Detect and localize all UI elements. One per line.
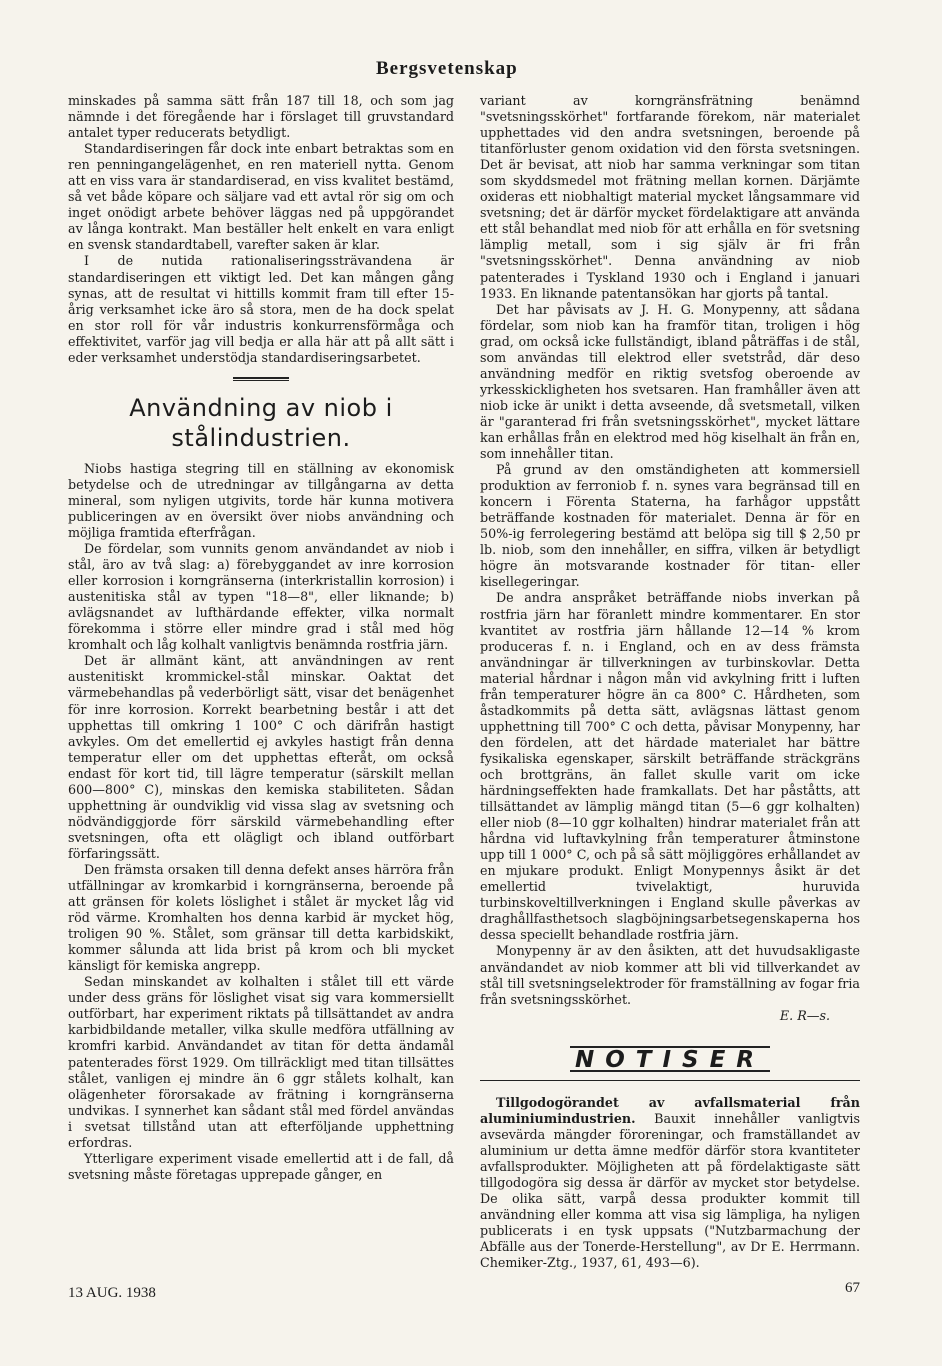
- notiser-rule: [480, 1080, 860, 1081]
- paragraph: Den främsta orsaken till denna defekt anses härröra från utfällningar av kromkarbid i korngränserna, beroende på att gränsen för kolets löslighet i stålet är mycket låg vid röd värme. Kromhalten hos denna karbid är mycket hög, troligen 90 %. Stålet, som gränsar till detta karbidskikt, kommer sålunda att lida brist på krom och bli mycket känsligt för kemiska angrepp.: [68, 861, 454, 974]
- paragraph: De andra anspråket beträffande niobs inverkan på rostfria järn har föranlett mindre kommentarer. En stor kvantitet av rostfria järn hållande 12—14 % krom produceras f. n. i England, och en av dess främsta användningar är tillverkningen av turbinskovlar. Detta material hårdnar i någon mån vid avkylning fritt i luften från temperaturer högre än ca 800° C. Hårdheten, som åstadkommits på detta sätt, avlägsnas lättast genom upphettning till 700° C och detta, påvisar Monypenny, har den fördelen, att det härdade materialet har bättre fysikaliska egenskaper, särskilt beträffande sträckgräns och brottgräns, än fallet skulle varit om icke härdningseffekten hade framkallats. Det har påståtts, att tillsättandet av lämplig mängd titan (5—6 ggr kolhalten) eller niob (8—10 ggr kolhalten) hindrar materialet från att hårdna vid luftavkylning från temperaturer åtminstone upp till 1 000° C, och på så sätt möjliggöres erhållandet av en mjukare produkt. Enligt Monypennys åsikt är det emellertid tvivelaktigt, huruvida turbinskoveltillverkningen i England skulle påverkas av draghållfasthetsoch slagböjningsarbetsegenskaperna hos dessa speciellt behandlade rostfria järn.: [480, 590, 860, 943]
- paragraph: Niobs hastiga stegring till en ställning av ekonomisk betydelse och de utredningar av tillgångarna av detta mineral, som nyligen utgivits, torde här kunna motivera publiceringen av en översikt över niobs användning och möjliga framtida efterfrågan.: [68, 460, 454, 540]
- notice-lead: Tillgodogörandet av avfallsmaterial från aluminiumindustrien.: [480, 1094, 860, 1126]
- notiser-section: [480, 1046, 860, 1081]
- paragraph: Standardiseringen får dock inte enbart betraktas som en ren penningangelägenhet, en ren materiell nytta. Genom att en viss vara är standardiserad, en viss kvalitet bestämd, så vet både köpare och säljare vad ett avtal rör sig om och inget onödigt arbete behöver läggas ned på uppgörandet av långa kontrakt. Man beställer helt enkelt en vara enligt en svensk standardtabell, varefter saken är klar.: [68, 141, 454, 253]
- paragraph: I de nutida rationaliseringssträvandena är standardiseringen ett viktigt led. Det kan mången gång synas, att de resultat vi hittills kommit fram till efter 15-årig verksamhet icke äro så stora, men de ha dock spelat en stor roll för vår industris konkurrensförmåga och effektivitet, varför jag vill bedja er alla här att på allt sätt i eder verksamhet understödja standardiseringsarbetet.: [68, 253, 454, 365]
- paragraph: variant av korngränsfrätning benämnd "svetsningsskörhet" fortfarande förekom, när materialet upphettades vid den andra svetsningen, beroende på titanförluster genom oxidation vid den första svetsningen. Det är bevisat, att niob har samma verkningar som titan som skyddsmedel mot frätning mellan kornen. Därjämte oxideras ett niobhaltigt material mycket långsammare vid svetsning; det är därför mycket fördelaktigare att använda ett stål behandlat med niob för att erhålla en för svetsning lämplig metall, som i sig själv är fri från "svetsningsskörhet". Denna användning av niob patenterades i Tyskland 1930 och i England i januari 1933. En liknande patentansökan har gjorts på tantal.: [480, 93, 860, 301]
- paragraph: Sedan minskandet av kolhalten i stålet till ett värde under dess gräns för löslighet visat sig vara kommersiellt outförbart, har experiment riktats på tillsättandet av andra karbidbildande metaller, vilka skulle medföra utfällning av kromfri karbid. Användandet av titan för detta ändamål patenterades först 1929. Om tillräckligt med titan tillsättes stålet, vanligen ej mindre än 6 ggr stålets kolhalt, kan olägenheter förorsakade av frätning i korngränserna undvikas. I synnerhet kan sådant stål med fördel användas i svetsat tillstånd utan att efterföljande upphettning erfordras.: [68, 974, 454, 1150]
- journal-title: Bergsvetenskap: [376, 58, 518, 79]
- author-signature: E. R—s.: [779, 1007, 830, 1023]
- page-number: 67: [845, 1280, 860, 1296]
- right-column: [480, 93, 860, 1271]
- paragraph: Monypenny är av den åsikten, att det huvudsakligaste användandet av niob kommer att bli vid tillverkandet av stål till svetsningselektroder för framställning av fogar fria från svetsningsskörhet.: [480, 943, 860, 1007]
- section-divider: [233, 377, 289, 381]
- issue-date: 13 AUG. 1938: [68, 1285, 156, 1301]
- notice-paragraph: [480, 1095, 860, 1272]
- paragraph: Det har påvisats av J. H. G. Monypenny, att sådana fördelar, som niob kan ha framför titan, troligen i hög grad, om också icke fullständigt, ibland påträffas i de stål, som användas till elektrod eller svetstråd, där deso användning medför en riktig svetsfog oberoende av yrkesskickligheten hos svetsaren. Han framhåller även att niob icke är unikt i detta avseende, då svetsmetall, vilken är "garanterad fri från svetsningsskörhet", mycket lättare kan erhållas från en elektrod med hög kiselhalt än från en, som innehåller titan.: [480, 301, 860, 462]
- article-headline: Användning av niob i stålindustrien.: [129, 393, 393, 452]
- notice-text: Bauxit innehåller vanligtvis avsevärda mängder föroreningar, och framställandet av aluminium ur detta ämne medför därför stora kvantiteter avfallsprodukter. Möjligheten att på fördelaktigaste sätt tillgodogöra sig dessa är därför av mycket stor betydelse. De olika sätt, varpå dessa produkter kommit till användning eller komma att visa sig lämpliga, ha nyligen publicerats i en tysk uppsats ("Nutzbarmachung der Abfälle aus der Tonerde-Herstellung", av Dr E. Herrmann. Chemiker-Ztg., 1937, 61, 493—6).: [480, 1110, 860, 1271]
- paragraph: Det är allmänt känt, att användningen av rent austenitiskt krommickel-stål minskar. Oaktat det värmebehandlas på vederbörligt sätt, visar det benägenhet för inre korrosion. Korrekt bearbetning består i att det upphettas till omkring 1 100° C och därifrån hastigt avkyles. Om det emellertid ej avkyles hastigt från denna temperatur eller om det upphettas efteråt, om också endast för kort tid, till lägre temperatur (särskilt mellan 600—800° C), minskas den kemiska stabiliteten. Sådan upphettning är oundviklig vid vissa slag av svetsning och nödvändiggjorde förr särskild värmebehandling efter svetsningen, ofta ett olägligt och ibland outförbart förfaringssätt.: [68, 653, 454, 861]
- paragraph: De fördelar, som vunnits genom användandet av niob i stål, äro av två slag: a) förebyggandet av inre korrosion eller korrosion i korngränserna (interkristallin korrosion) i austenitiska stål av typen "18—8", eller liknande; b) avlägsnandet av lufthärdande effekter, vilka normalt förekomma i större eller mindre grad i stål med hög kromhalt och låg kolhalt vanligtvis benämnda rostfria järn.: [68, 541, 454, 653]
- left-column: [68, 93, 454, 1183]
- paragraph: På grund av den omständigheten att kommersiell produktion av ferroniob f. n. synes vara begränsad till en koncern i Förenta Staterna, ha farhågor uppstått beträffande kostnaden för materialet. Denna är för en 50%-ig ferrolegering bestämd att belöpa sig till $ 2,50 pr lb. niob, som den innehåller, en siffra, vilken är betydligt högre än motsvarande kostnader för titan- eller kisellegeringar.: [480, 462, 860, 590]
- notiser-heading: NOTISER: [570, 1046, 770, 1072]
- paragraph: Ytterligare experiment visade emellertid att i de fall, då svetsning måste företagas upprepade gånger, en: [68, 1150, 454, 1182]
- paragraph: minskades på samma sätt från 187 till 18, och som jag nämnde i det föregående har i förslaget till gruvstandard antalet typer reducerats betydligt.: [68, 93, 454, 141]
